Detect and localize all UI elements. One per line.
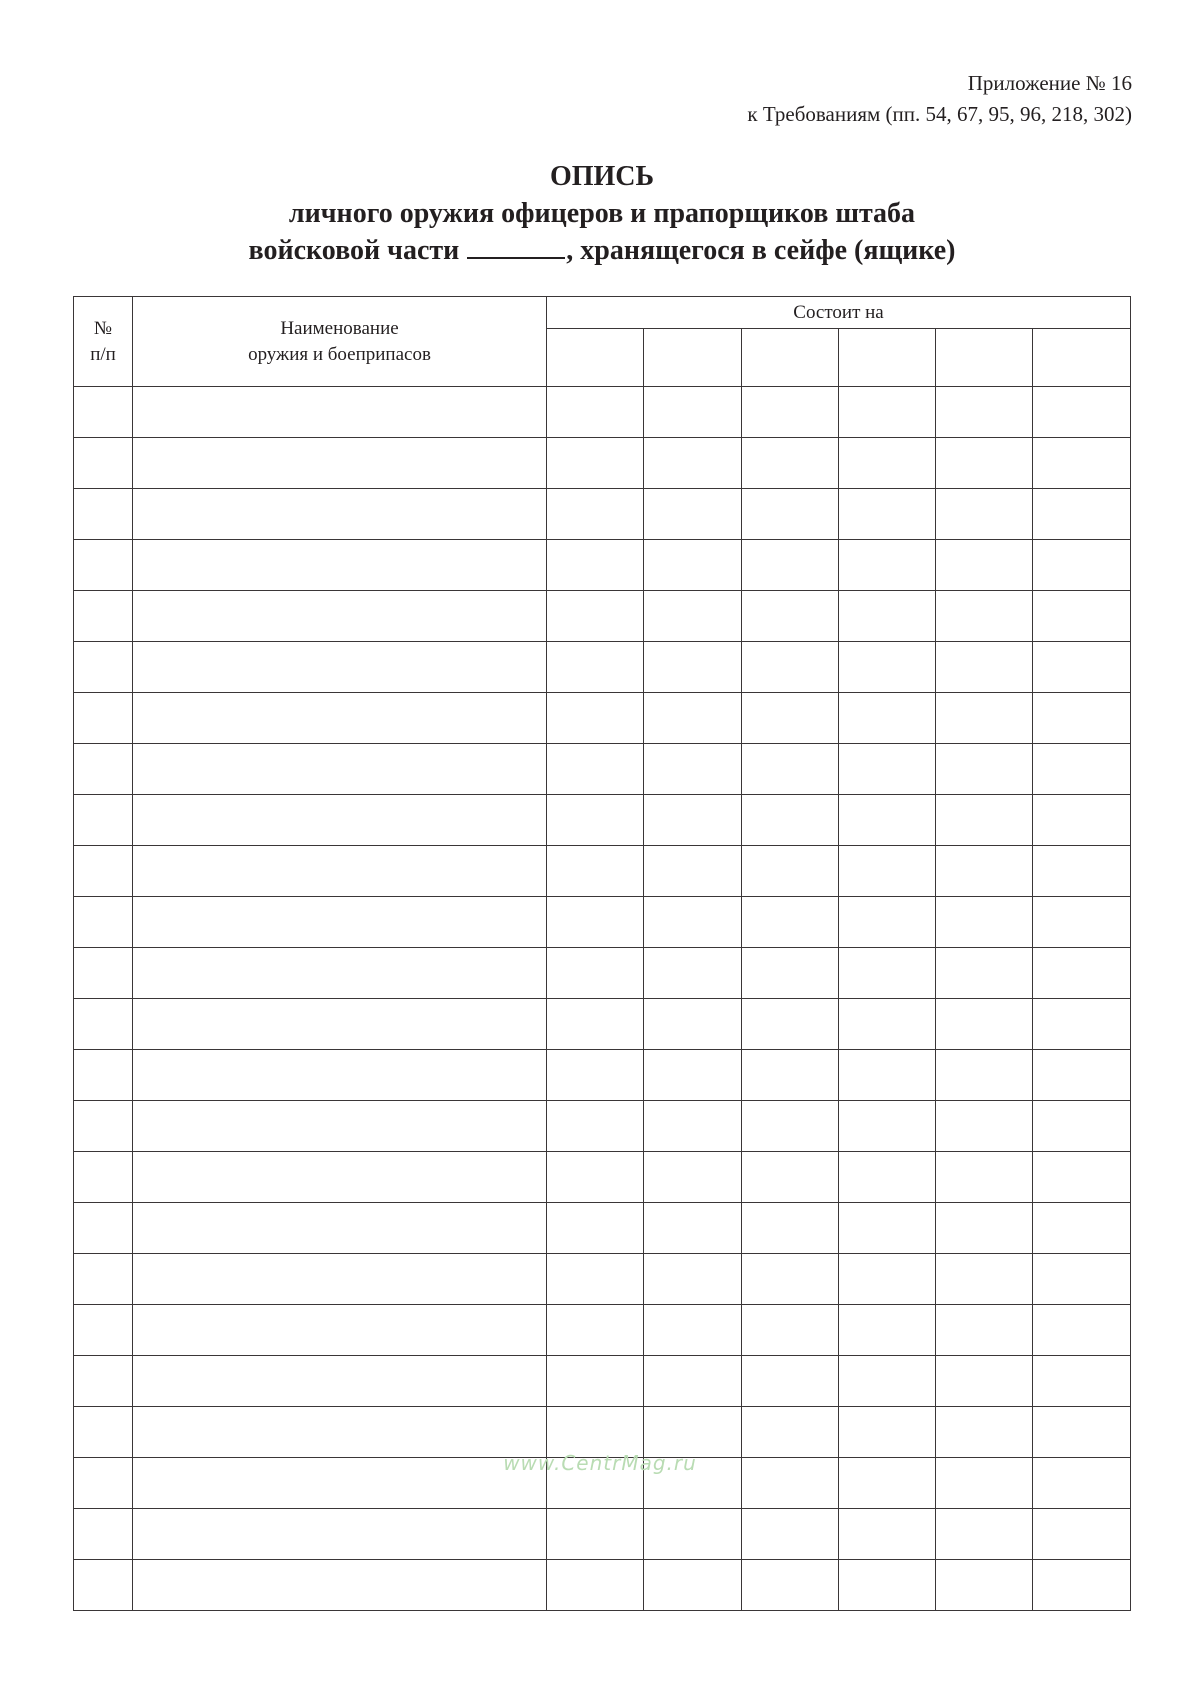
status-cell[interactable]	[838, 1356, 935, 1407]
status-cell[interactable]	[741, 1407, 838, 1458]
status-cell[interactable]	[644, 1509, 741, 1560]
status-cell[interactable]	[1033, 489, 1131, 540]
row-number-cell[interactable]	[74, 1407, 133, 1458]
table-row	[74, 591, 1131, 642]
title-line-3	[0, 232, 1200, 269]
appendix-requirements: к Требованиям (пп. 54, 67, 95, 96, 218, 302)	[747, 102, 1132, 126]
status-cell[interactable]	[1033, 642, 1131, 693]
status-cell[interactable]	[838, 1152, 935, 1203]
status-cell[interactable]	[838, 1254, 935, 1305]
status-cell[interactable]	[936, 1407, 1033, 1458]
status-cell[interactable]	[838, 540, 935, 591]
status-cell[interactable]	[1033, 438, 1131, 489]
status-cell[interactable]	[741, 642, 838, 693]
status-cell[interactable]	[644, 591, 741, 642]
status-cell[interactable]	[936, 693, 1033, 744]
status-cell[interactable]	[838, 1407, 935, 1458]
status-cell[interactable]	[547, 744, 644, 795]
status-cell[interactable]	[1033, 1560, 1131, 1611]
status-cell[interactable]	[547, 489, 644, 540]
item-name-cell[interactable]	[133, 999, 547, 1050]
item-name-cell[interactable]	[133, 1509, 547, 1560]
item-name-cell[interactable]	[133, 387, 547, 438]
status-cell[interactable]	[838, 1101, 935, 1152]
status-cell[interactable]	[741, 1305, 838, 1356]
header-status-date-cell[interactable]	[936, 329, 1033, 387]
status-cell[interactable]	[936, 1560, 1033, 1611]
item-name-cell[interactable]	[133, 1101, 547, 1152]
status-cell[interactable]	[1033, 1305, 1131, 1356]
status-cell[interactable]	[741, 693, 838, 744]
status-cell[interactable]	[838, 489, 935, 540]
table-row	[74, 642, 1131, 693]
table-row	[74, 489, 1131, 540]
status-cell[interactable]	[1033, 1407, 1131, 1458]
status-cell[interactable]	[547, 642, 644, 693]
status-cell[interactable]	[644, 1560, 741, 1611]
item-name-cell[interactable]	[133, 438, 547, 489]
header-name-line-2: оружия и боеприпасов	[248, 343, 431, 365]
status-cell[interactable]	[644, 1305, 741, 1356]
status-cell[interactable]	[1033, 795, 1131, 846]
status-cell[interactable]	[1033, 1254, 1131, 1305]
row-number-cell[interactable]	[74, 1203, 133, 1254]
status-cell[interactable]	[936, 1305, 1033, 1356]
table-row	[74, 1254, 1131, 1305]
table-row	[74, 693, 1131, 744]
status-cell[interactable]	[838, 999, 935, 1050]
status-cell[interactable]	[936, 1203, 1033, 1254]
table-row	[74, 1407, 1131, 1458]
status-cell[interactable]	[741, 897, 838, 948]
status-cell[interactable]	[741, 1152, 838, 1203]
status-cell[interactable]	[547, 1305, 644, 1356]
row-number-cell[interactable]	[74, 948, 133, 999]
header-status-date-cell[interactable]	[741, 329, 838, 387]
table-row	[74, 1305, 1131, 1356]
status-cell[interactable]	[547, 438, 644, 489]
status-cell[interactable]	[936, 795, 1033, 846]
status-cell[interactable]	[936, 438, 1033, 489]
item-name-cell[interactable]	[133, 846, 547, 897]
row-number-cell[interactable]	[74, 693, 133, 744]
status-cell[interactable]	[1033, 1152, 1131, 1203]
status-cell[interactable]	[741, 1203, 838, 1254]
header-number	[74, 297, 133, 387]
table-row	[74, 1560, 1131, 1611]
status-cell[interactable]	[644, 1101, 741, 1152]
status-cell[interactable]	[547, 948, 644, 999]
status-cell[interactable]	[838, 591, 935, 642]
status-cell[interactable]	[547, 999, 644, 1050]
table-row	[74, 1050, 1131, 1101]
status-cell[interactable]	[936, 1152, 1033, 1203]
status-cell[interactable]	[547, 591, 644, 642]
header-name	[133, 297, 547, 387]
item-name-cell[interactable]	[133, 1356, 547, 1407]
status-cell[interactable]	[547, 1101, 644, 1152]
item-name-cell[interactable]	[133, 1305, 547, 1356]
status-cell[interactable]	[936, 1101, 1033, 1152]
status-cell[interactable]	[1033, 540, 1131, 591]
row-number-cell[interactable]	[74, 744, 133, 795]
status-cell[interactable]	[644, 1152, 741, 1203]
status-cell[interactable]	[741, 1560, 838, 1611]
status-cell[interactable]	[741, 1101, 838, 1152]
status-cell[interactable]	[936, 1050, 1033, 1101]
title-line-2: личного оружия офицеров и прапорщиков штаба	[288, 198, 916, 229]
status-cell[interactable]	[1033, 744, 1131, 795]
status-cell[interactable]	[838, 642, 935, 693]
status-cell[interactable]	[838, 1050, 935, 1101]
status-cell[interactable]	[936, 1356, 1033, 1407]
header-status-date-cell[interactable]	[547, 329, 644, 387]
unit-number-blank	[467, 235, 565, 259]
item-name-cell[interactable]	[133, 540, 547, 591]
row-number-cell[interactable]	[74, 1509, 133, 1560]
status-cell[interactable]	[838, 948, 935, 999]
title-unit-label: войсковой части	[248, 235, 460, 266]
status-cell[interactable]	[644, 1356, 741, 1407]
table-body	[74, 387, 1131, 1611]
item-name-cell[interactable]	[133, 1203, 547, 1254]
status-cell[interactable]	[547, 1509, 644, 1560]
status-cell[interactable]	[644, 1050, 741, 1101]
status-cell[interactable]	[838, 1305, 935, 1356]
status-cell[interactable]	[936, 846, 1033, 897]
appendix-number: Приложение № 16	[967, 71, 1132, 95]
status-cell[interactable]	[936, 999, 1033, 1050]
table-row	[74, 1152, 1131, 1203]
table-row	[74, 744, 1131, 795]
item-name-cell[interactable]	[133, 693, 547, 744]
status-cell[interactable]	[741, 1356, 838, 1407]
row-number-cell[interactable]	[74, 540, 133, 591]
table-row	[74, 1356, 1131, 1407]
status-cell[interactable]	[936, 489, 1033, 540]
status-cell[interactable]	[644, 387, 741, 438]
status-cell[interactable]	[1033, 591, 1131, 642]
status-cell[interactable]	[936, 744, 1033, 795]
status-cell[interactable]	[936, 540, 1033, 591]
status-cell[interactable]	[741, 540, 838, 591]
row-number-cell[interactable]	[74, 897, 133, 948]
status-cell[interactable]	[741, 795, 838, 846]
status-cell[interactable]	[547, 1050, 644, 1101]
row-number-cell[interactable]	[74, 999, 133, 1050]
status-cell[interactable]	[1033, 1101, 1131, 1152]
status-cell[interactable]	[1033, 693, 1131, 744]
header-status: Состоит на	[547, 297, 1131, 329]
status-cell[interactable]	[741, 1254, 838, 1305]
appendix-reference	[747, 68, 1132, 130]
status-cell[interactable]	[741, 591, 838, 642]
table-row	[74, 387, 1131, 438]
item-name-cell[interactable]	[133, 795, 547, 846]
status-cell[interactable]	[838, 387, 935, 438]
status-cell[interactable]	[547, 1560, 644, 1611]
row-number-cell[interactable]	[74, 642, 133, 693]
table-row	[74, 1509, 1131, 1560]
status-cell[interactable]	[741, 948, 838, 999]
status-cell[interactable]	[547, 1152, 644, 1203]
title-line-1: ОПИСЬ	[549, 161, 655, 192]
status-cell[interactable]	[838, 1203, 935, 1254]
status-cell[interactable]	[644, 693, 741, 744]
status-cell[interactable]	[547, 1407, 644, 1458]
table-row	[74, 897, 1131, 948]
status-cell[interactable]	[838, 897, 935, 948]
item-name-cell[interactable]	[133, 897, 547, 948]
status-cell[interactable]	[1033, 1203, 1131, 1254]
status-cell[interactable]	[936, 387, 1033, 438]
item-name-cell[interactable]	[133, 1254, 547, 1305]
status-cell[interactable]	[547, 387, 644, 438]
title-storage-text: , хранящегося в сейфе (ящике)	[566, 235, 956, 266]
row-number-cell[interactable]	[74, 846, 133, 897]
status-cell[interactable]	[644, 438, 741, 489]
status-cell[interactable]	[741, 387, 838, 438]
item-name-cell[interactable]	[133, 1152, 547, 1203]
row-number-cell[interactable]	[74, 1356, 133, 1407]
status-cell[interactable]	[838, 1509, 935, 1560]
row-number-cell[interactable]	[74, 1560, 133, 1611]
status-cell[interactable]	[1033, 1356, 1131, 1407]
status-cell[interactable]	[644, 744, 741, 795]
status-cell[interactable]	[1033, 1050, 1131, 1101]
status-cell[interactable]	[644, 489, 741, 540]
status-cell[interactable]	[1033, 948, 1131, 999]
status-cell[interactable]	[644, 1407, 741, 1458]
status-cell[interactable]	[741, 846, 838, 897]
status-cell[interactable]	[547, 540, 644, 591]
row-number-cell[interactable]	[74, 387, 133, 438]
status-cell[interactable]	[838, 1560, 935, 1611]
status-cell[interactable]	[644, 846, 741, 897]
table-row	[74, 948, 1131, 999]
status-cell[interactable]	[838, 693, 935, 744]
status-cell[interactable]	[936, 591, 1033, 642]
status-cell[interactable]	[644, 795, 741, 846]
table-row	[74, 999, 1131, 1050]
item-name-cell[interactable]	[133, 489, 547, 540]
row-number-cell[interactable]	[74, 438, 133, 489]
status-cell[interactable]	[547, 846, 644, 897]
status-cell[interactable]	[936, 1254, 1033, 1305]
status-cell[interactable]	[644, 948, 741, 999]
status-cell[interactable]	[547, 897, 644, 948]
item-name-cell[interactable]	[133, 642, 547, 693]
table-row	[74, 1101, 1131, 1152]
row-number-cell[interactable]	[74, 795, 133, 846]
table-row	[74, 438, 1131, 489]
header-number-abbr: п/п	[90, 343, 116, 365]
status-cell[interactable]	[936, 897, 1033, 948]
header-name-line-1: Наименование	[280, 317, 399, 339]
item-name-cell[interactable]	[133, 744, 547, 795]
status-cell[interactable]	[1033, 387, 1131, 438]
item-name-cell[interactable]	[133, 1407, 547, 1458]
inventory-table	[73, 296, 1131, 1611]
row-number-cell[interactable]	[74, 489, 133, 540]
status-cell[interactable]	[838, 846, 935, 897]
status-cell[interactable]	[547, 1356, 644, 1407]
row-number-cell[interactable]	[74, 1305, 133, 1356]
watermark: www.CentrMag.ru	[503, 1451, 697, 1475]
status-cell[interactable]	[838, 795, 935, 846]
status-cell[interactable]	[741, 999, 838, 1050]
status-cell[interactable]	[1033, 846, 1131, 897]
status-cell[interactable]	[644, 999, 741, 1050]
status-cell[interactable]	[838, 438, 935, 489]
status-cell[interactable]	[1033, 1509, 1131, 1560]
row-number-cell[interactable]	[74, 1152, 133, 1203]
item-name-cell[interactable]	[133, 1560, 547, 1611]
row-number-cell[interactable]	[74, 591, 133, 642]
header-status-date-cell[interactable]	[644, 329, 741, 387]
status-cell[interactable]	[547, 693, 644, 744]
header-number-symbol: №	[93, 317, 113, 339]
status-cell[interactable]	[741, 1050, 838, 1101]
status-cell[interactable]	[1033, 999, 1131, 1050]
header-status-date-cell[interactable]	[838, 329, 935, 387]
status-cell[interactable]	[547, 795, 644, 846]
status-cell[interactable]	[741, 438, 838, 489]
row-number-cell[interactable]	[74, 1101, 133, 1152]
status-cell[interactable]	[741, 744, 838, 795]
table-row	[74, 540, 1131, 591]
status-cell[interactable]	[936, 1509, 1033, 1560]
row-number-cell[interactable]	[74, 1050, 133, 1101]
table-row	[74, 795, 1131, 846]
table-row	[74, 846, 1131, 897]
row-number-cell[interactable]	[74, 1254, 133, 1305]
status-cell[interactable]	[644, 1254, 741, 1305]
header-status-date-cell[interactable]	[1033, 329, 1131, 387]
status-cell[interactable]	[838, 744, 935, 795]
status-cell[interactable]	[1033, 897, 1131, 948]
status-cell[interactable]	[547, 1203, 644, 1254]
item-name-cell[interactable]	[133, 948, 547, 999]
status-cell[interactable]	[741, 1509, 838, 1560]
status-cell[interactable]	[547, 1254, 644, 1305]
status-cell[interactable]	[936, 642, 1033, 693]
status-cell[interactable]	[741, 489, 838, 540]
table-row	[74, 1203, 1131, 1254]
status-cell[interactable]	[644, 540, 741, 591]
table-header	[74, 297, 1131, 387]
status-cell[interactable]	[644, 642, 741, 693]
status-cell[interactable]	[936, 948, 1033, 999]
item-name-cell[interactable]	[133, 1050, 547, 1101]
document-title	[0, 158, 1200, 269]
status-cell[interactable]	[644, 1203, 741, 1254]
status-cell[interactable]	[644, 897, 741, 948]
item-name-cell[interactable]	[133, 591, 547, 642]
